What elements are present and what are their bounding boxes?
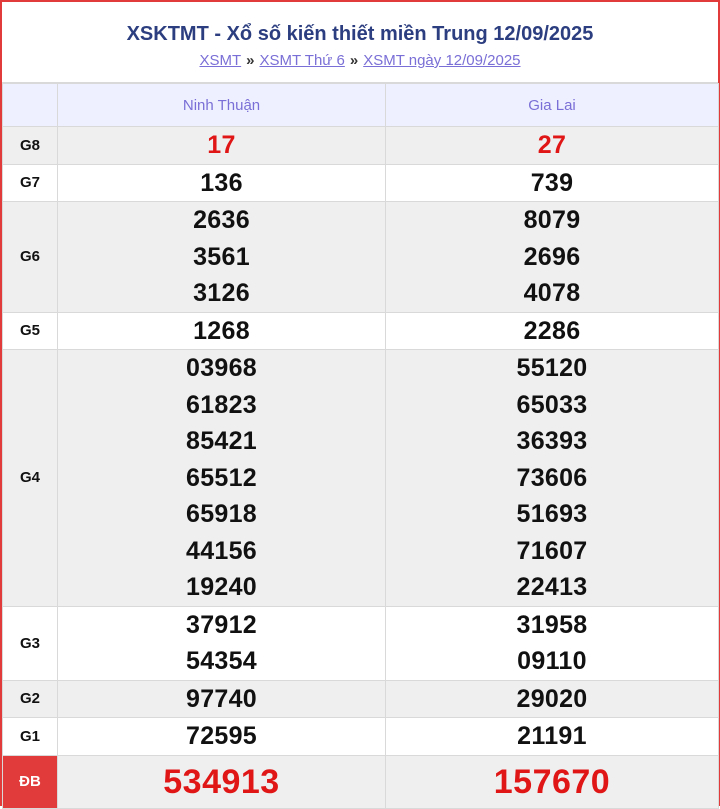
- prize-number: 8079: [523, 206, 581, 234]
- prize-number: 1268: [193, 316, 250, 345]
- prize-label: ĐB: [3, 755, 58, 808]
- prize-number: 739: [530, 168, 574, 197]
- prize-number: 534913: [163, 762, 280, 801]
- prize-number: 21191: [517, 722, 587, 750]
- prize-number: 2696: [523, 242, 581, 271]
- prize-number: 3126: [193, 279, 250, 307]
- prize-number: 97740: [185, 684, 258, 713]
- prize-number: 36393: [516, 427, 588, 455]
- prize-cell: [58, 312, 386, 350]
- prize-cell: [386, 312, 719, 350]
- prize-label: G2: [3, 680, 58, 718]
- prize-label: G8: [3, 127, 58, 165]
- prize-number: 44156: [185, 536, 258, 565]
- prize-label: G3: [3, 606, 58, 680]
- breadcrumb-link-xsmt-thu-6[interactable]: XSMT Thứ 6: [259, 52, 345, 69]
- prize-number: 31958: [516, 610, 588, 639]
- prize-row-g4: [3, 350, 719, 607]
- prize-number: 03968: [185, 354, 258, 382]
- prize-row-g2: [3, 680, 719, 718]
- prize-number: 3561: [193, 242, 250, 271]
- results-body: [3, 127, 719, 809]
- prize-number: 2286: [523, 316, 581, 345]
- prize-label: G1: [3, 718, 58, 756]
- prize-row-g8: [3, 127, 719, 165]
- prize-number: 4078: [523, 279, 581, 307]
- prize-number: 73606: [516, 463, 588, 492]
- breadcrumb: [2, 51, 718, 71]
- prize-number: 71607: [516, 536, 588, 565]
- prize-row-g7: [3, 164, 719, 202]
- prize-cell: [386, 350, 719, 607]
- prize-number: 29020: [516, 684, 588, 713]
- breadcrumb-link-xsmt[interactable]: XSMT: [199, 52, 242, 69]
- prize-cell: [386, 164, 719, 202]
- prize-label: G4: [3, 350, 58, 607]
- table-corner-cell: [3, 84, 58, 127]
- prize-cell: [386, 127, 719, 165]
- prize-number: 27: [537, 131, 567, 159]
- prize-number: 65033: [516, 390, 588, 419]
- prize-number: 37912: [185, 610, 258, 639]
- prize-label: G7: [3, 164, 58, 202]
- prize-number: 19240: [185, 573, 258, 601]
- breadcrumb-link-xsmt-date[interactable]: XSMT ngày 12/09/2025: [363, 52, 521, 69]
- prize-row-g3: [3, 606, 719, 680]
- results-header: [2, 2, 718, 83]
- prize-cell: [58, 127, 386, 165]
- prize-cell: [58, 350, 386, 607]
- prize-cell: [58, 718, 386, 756]
- column-header-ninh-thuan: Ninh Thuận: [58, 84, 386, 127]
- prize-number: 72595: [185, 722, 258, 750]
- column-header-gia-lai: Gia Lai: [386, 84, 719, 127]
- prize-label: G5: [3, 312, 58, 350]
- prize-number: 136: [200, 168, 243, 197]
- prize-label: G6: [3, 202, 58, 313]
- prize-cell: [58, 164, 386, 202]
- prize-cell: [58, 606, 386, 680]
- prize-number: 2636: [193, 206, 250, 234]
- prize-number: 55120: [516, 354, 588, 382]
- page-title: XSKTMT - Xổ số kiến thiết miền Trung 12/09/2025: [126, 23, 594, 45]
- prize-number: 157670: [493, 762, 611, 801]
- prize-number: 54354: [185, 647, 258, 675]
- prize-number: 22413: [516, 573, 588, 601]
- prize-number: 85421: [185, 427, 258, 455]
- prize-row-g6: [3, 202, 719, 313]
- prize-cell: [58, 680, 386, 718]
- breadcrumb-separator: »: [246, 52, 255, 69]
- prize-cell: [58, 755, 386, 808]
- prize-number: 09110: [517, 647, 587, 675]
- results-table: [2, 83, 719, 809]
- prize-cell: [386, 755, 719, 808]
- prize-number: 51693: [516, 500, 588, 528]
- prize-number: 65918: [185, 500, 258, 528]
- prize-row-đb: [3, 755, 719, 808]
- prize-row-g1: [3, 718, 719, 756]
- prize-cell: [386, 202, 719, 313]
- prize-cell: [386, 718, 719, 756]
- prize-number: 65512: [185, 463, 258, 492]
- prize-row-g5: [3, 312, 719, 350]
- breadcrumb-separator: »: [349, 52, 359, 69]
- prize-cell: [386, 606, 719, 680]
- prize-number: 17: [207, 131, 236, 159]
- prize-number: 61823: [185, 390, 258, 419]
- prize-cell: [386, 680, 719, 718]
- prize-cell: [58, 202, 386, 313]
